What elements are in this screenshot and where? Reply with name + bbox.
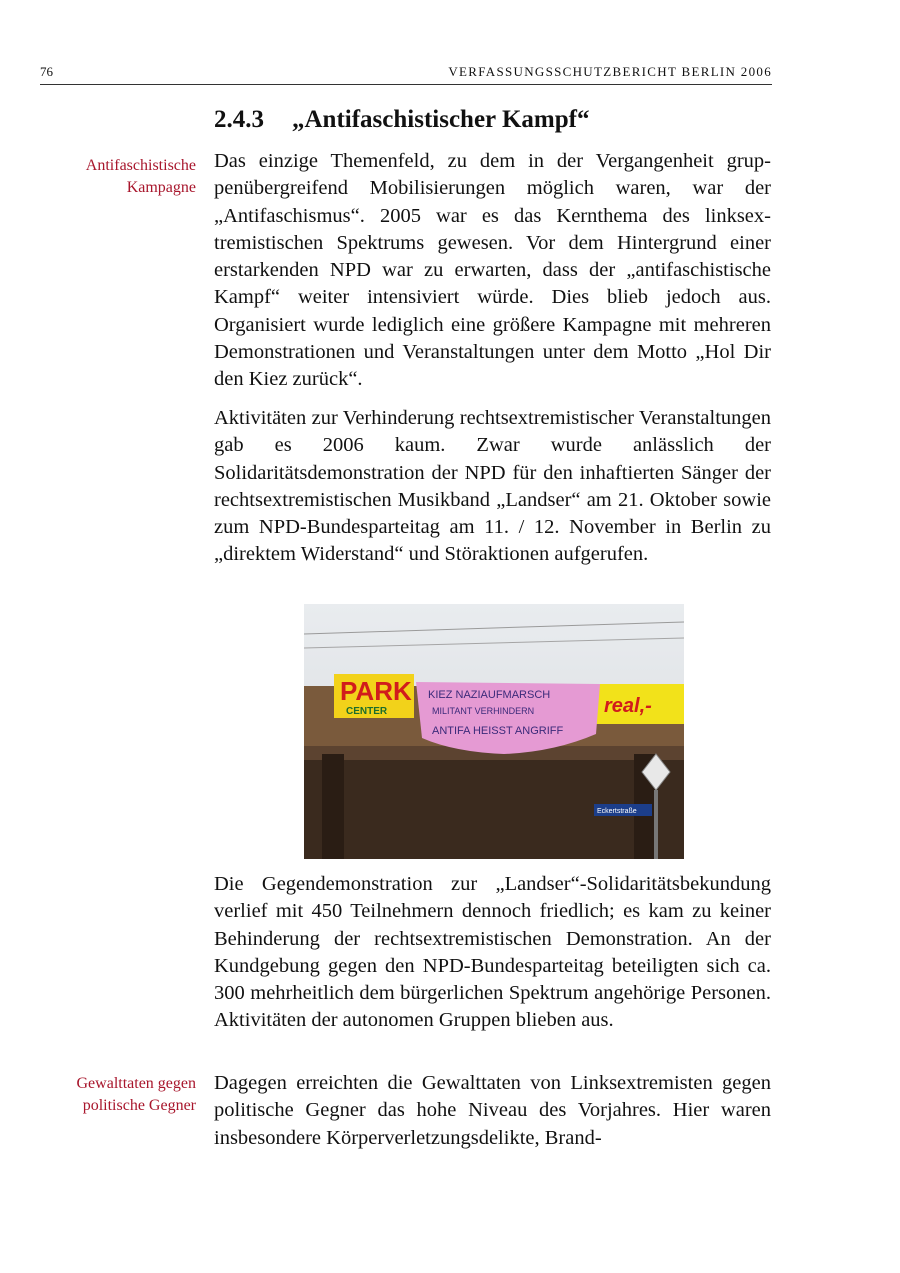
section-number: 2.4.3 [214, 106, 264, 133]
margin-note-line: politische Gegner [82, 1097, 196, 1114]
margin-note-line: Kampagne [126, 179, 196, 196]
paragraph-4: Dagegen erreichten die Gewalttaten von Linksextremisten gegen politische Gegner das hohe Niveau des Vorjahres. Hier waren insbesondere Körperverletzungsdelikte, Brand- [214, 1072, 771, 1149]
street-sign: Eckertstraße [597, 808, 637, 815]
section-heading [214, 106, 589, 134]
paragraph-3: Die Gegendemonstration zur „Landser“-Solidaritätsbekundung verlief mit 450 Teilnehmern dennoch friedlich; es kam zu keiner Behinderung der rechtsextremistischen Demonstration. An der Kundgebung gegen den NPD-Bundesparteitag beteiligten sich ca. 300 mehrheitlich dem bürgerlichen Spektrum angehörige Personen. Aktivitäten der autonomen Gruppen blieben aus. [214, 873, 771, 1032]
margin-note-line: Gewalttaten gegen [76, 1075, 196, 1092]
margin-note-campaign [16, 155, 196, 199]
sign-park: PARK [340, 676, 412, 706]
paragraph-2: Aktivitäten zur Verhinderung rechtsextremistischer Veranstaltungen gab es 2006 kaum. Zwar wurde anlässlich der Solidaritätsdemonstration der NPD für den inhaftierten Sänger der rechtsextremistischen Musikband „Landser“ am 21. Oktober sowie zum NPD-Bundesparteitag am 11. / 12. November in Berlin zu „direktem Widerstand“ und Störaktionen aufgerufen. [214, 407, 771, 566]
banner-line-2: MILITANT VERHINDERN [432, 706, 535, 716]
demonstration-photo [304, 604, 684, 859]
page-number: 76 [40, 64, 53, 79]
paragraph-1: Das einzige Themenfeld, zu dem in der Vergangenheit gruppenübergreifend Mobilisierungen möglich waren, war der „Antifaschismus“. 2005 war es das Kernthema des linksextremistischen Spektrums gewesen. Vor dem Hintergrund einer erstarkenden NPD war zu erwarten, dass der „antifaschistische Kampf“ weiter intensiviert würde. Dies blieb jedoch aus. Organisiert wurde lediglich eine größere Kampagne mit mehreren Demonstrationen und Veranstaltungen unter dem Motto „Hol Dir den Kiez zurück“. [214, 150, 771, 391]
running-title: VERFASSUNGSSCHUTZBERICHT BERLIN 2006 [448, 64, 772, 79]
sign-real: real,- [604, 695, 652, 717]
margin-note-violence [16, 1073, 196, 1117]
banner-line-1: KIEZ NAZIAUFMARSCH [428, 689, 551, 701]
section-title: „Antifaschistischer Kampf“ [292, 106, 590, 133]
photo-scene [304, 604, 684, 859]
banner-line-3: ANTIFA HEISST ANGRIFF [432, 725, 564, 737]
margin-note-line: Antifaschistische [85, 157, 196, 174]
sign-center: CENTER [346, 706, 388, 717]
page-header [40, 62, 772, 85]
